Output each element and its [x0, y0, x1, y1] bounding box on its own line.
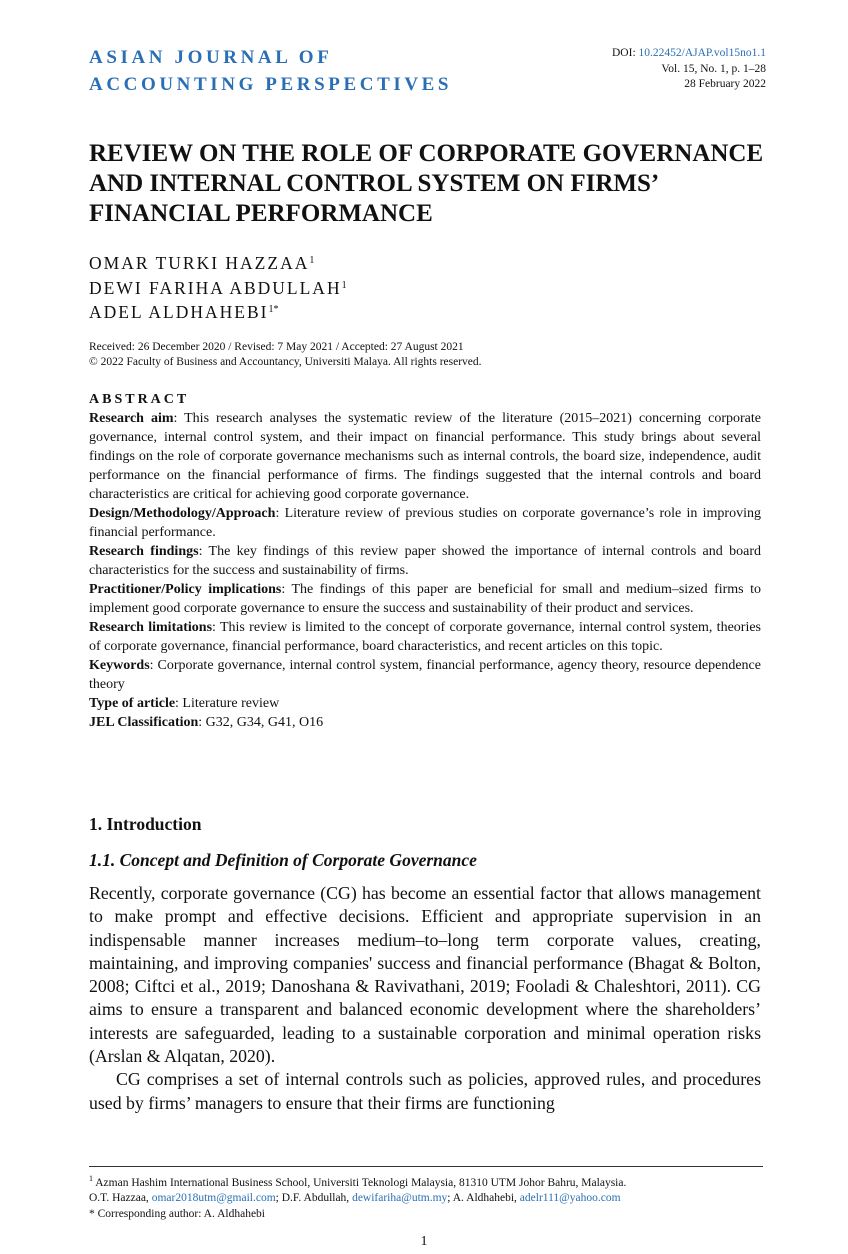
footnote-divider	[89, 1166, 763, 1167]
subsection-heading: 1.1. Concept and Definition of Corporate Governance	[89, 850, 477, 870]
author	[89, 275, 347, 300]
email-link[interactable]: omar2018utm@gmail.com	[151, 1192, 276, 1205]
abstract-section-text: : The key findings of this review paper showed the importance of internal controls and board characteristics for the success and sustainability of firms.	[89, 544, 761, 578]
email-link[interactable]: dewifariha@utm.my	[352, 1192, 448, 1205]
abstract-section	[89, 656, 761, 694]
journal-name	[89, 44, 452, 98]
page-number: 1	[420, 1234, 428, 1249]
abstract-section	[89, 504, 761, 542]
body-text	[89, 882, 761, 1115]
section-heading: 1. Introduction	[89, 814, 202, 834]
author-name: OMAR TURKI HAZZAA	[89, 253, 310, 273]
abstract-section	[89, 542, 761, 580]
author-affiliation-mark: 1*	[268, 304, 279, 315]
abstract-section-label: Research aim	[89, 411, 174, 426]
author-list	[89, 250, 347, 324]
email-link[interactable]: adelr111@yahoo.com	[519, 1192, 621, 1205]
abstract-section	[89, 694, 761, 713]
doi-link[interactable]: 10.22452/AJAP.vol15no1.1	[638, 47, 766, 59]
abstract-section-text: : The findings of this paper are beneficial for small and medium–sized firms to implement good corporate governance to ensure the success and sustainability of their product and services.	[89, 582, 761, 616]
affiliation-footnote	[89, 1171, 769, 1191]
article-meta	[612, 46, 766, 93]
abstract-section-text: : G32, G34, G41, O16	[198, 715, 324, 730]
abstract-section-label: Type of article	[89, 696, 176, 711]
abstract	[89, 390, 761, 732]
abstract-section-label: JEL Classification	[89, 715, 199, 730]
abstract-section-label: Research limitations	[89, 620, 213, 635]
publication-date: 28 February 2022	[684, 78, 766, 90]
abstract-section	[89, 409, 761, 504]
contact-name: ; A. Aldhahebi,	[447, 1192, 520, 1205]
doi-line	[612, 46, 766, 62]
volume-info: Vol. 15, No. 1, p. 1–28	[661, 62, 766, 75]
contact-name: ; D.F. Abdullah,	[275, 1192, 353, 1205]
abstract-section-text: : Literature review of previous studies on corporate governance’s role in improving financial performance.	[89, 506, 761, 540]
author-affiliation-mark: 1	[309, 255, 315, 266]
dates-line: Received: 26 December 2020 / Revised: 7 May 2021 / Accepted: 27 August 2021	[89, 341, 464, 353]
abstract-section	[89, 713, 761, 732]
author	[89, 299, 347, 324]
doi-label: DOI:	[612, 47, 639, 59]
author	[89, 250, 347, 275]
submission-info	[89, 340, 482, 370]
journal-name-line-2: ACCOUNTING PERSPECTIVES	[89, 74, 453, 95]
copyright-line: © 2022 Faculty of Business and Accountancy, Universiti Malaya. All rights reserved.	[89, 356, 482, 368]
body-paragraph: CG comprises a set of internal controls such as policies, approved rules, and procedures used by firms’ managers to ensure that their firms are functioning	[89, 1069, 761, 1113]
journal-name-line-1: ASIAN JOURNAL OF	[89, 47, 333, 68]
footnote-mark: 1	[89, 1174, 93, 1183]
contact-name: O.T. Hazzaa,	[89, 1192, 152, 1205]
abstract-section-text: : This research analyses the systematic review of the literature (2015–2021) concerning corporate governance, internal control system, and their impact on financial performance. This study brings about several findings on the role of corporate governance mechanisms such as internal controls, the board size, independence, audit performance on the financial performance of firms. The findings suggested that the internal controls and board characteristics are critical for achieving good corporate governance.	[89, 411, 761, 502]
author-name: ADEL ALDHAHEBI	[89, 302, 269, 322]
abstract-heading: ABSTRACT	[89, 392, 190, 407]
abstract-section-label: Practitioner/Policy implications	[89, 582, 282, 597]
footnotes	[89, 1171, 769, 1222]
abstract-section	[89, 618, 761, 656]
affiliation-text: Azman Hashim International Business School, Universiti Teknologi Malaysia, 81310 UTM Johor Bahru, Malaysia.	[93, 1176, 627, 1189]
abstract-section-label: Keywords	[89, 658, 150, 673]
author-affiliation-mark: 1	[341, 279, 347, 291]
abstract-section-text: : Literature review	[175, 696, 280, 711]
abstract-section-label: Design/Methodology/Approach	[89, 506, 276, 521]
abstract-section	[89, 580, 761, 618]
author-name: DEWI FARIHA ABDULLAH	[89, 277, 342, 298]
corresponding-author: * Corresponding author: A. Aldhahebi	[89, 1207, 265, 1220]
abstract-section-text: : Corporate governance, internal control system, financial performance, agency theory, resource dependence theory	[89, 658, 761, 692]
abstract-section-text: : This review is limited to the concept of corporate governance, internal control system, theories of corporate governance, financial performance, board characteristics, and recent articles on this topic.	[89, 620, 761, 654]
article-title: REVIEW ON THE ROLE OF CORPORATE GOVERNANCE AND INTERNAL CONTROL SYSTEM ON FIRMS’ FINANCIAL PERFORMANCE	[89, 140, 764, 227]
body-paragraph: Recently, corporate governance (CG) has become an essential factor that allows management to make prompt and effective decisions. Efficient and appropriate supervision in an indispensable manner increases medium–to–long term corporate values, creating, maintaining, and improving companies' success and financial performance (Bhagat & Bolton, 2008; Ciftci et al., 2019; Danoshana & Ravivathani, 2019; Fooladi & Chaleshtori, 2011). CG aims to ensure a transparent and balanced economic development where the shareholders’ interests are safeguarded, leading to a sustainable corporation and minimal operation risks (Arslan & Alqatan, 2020).	[89, 883, 761, 1067]
abstract-section-label: Research findings	[89, 544, 199, 559]
contact-footnote	[89, 1191, 769, 1207]
